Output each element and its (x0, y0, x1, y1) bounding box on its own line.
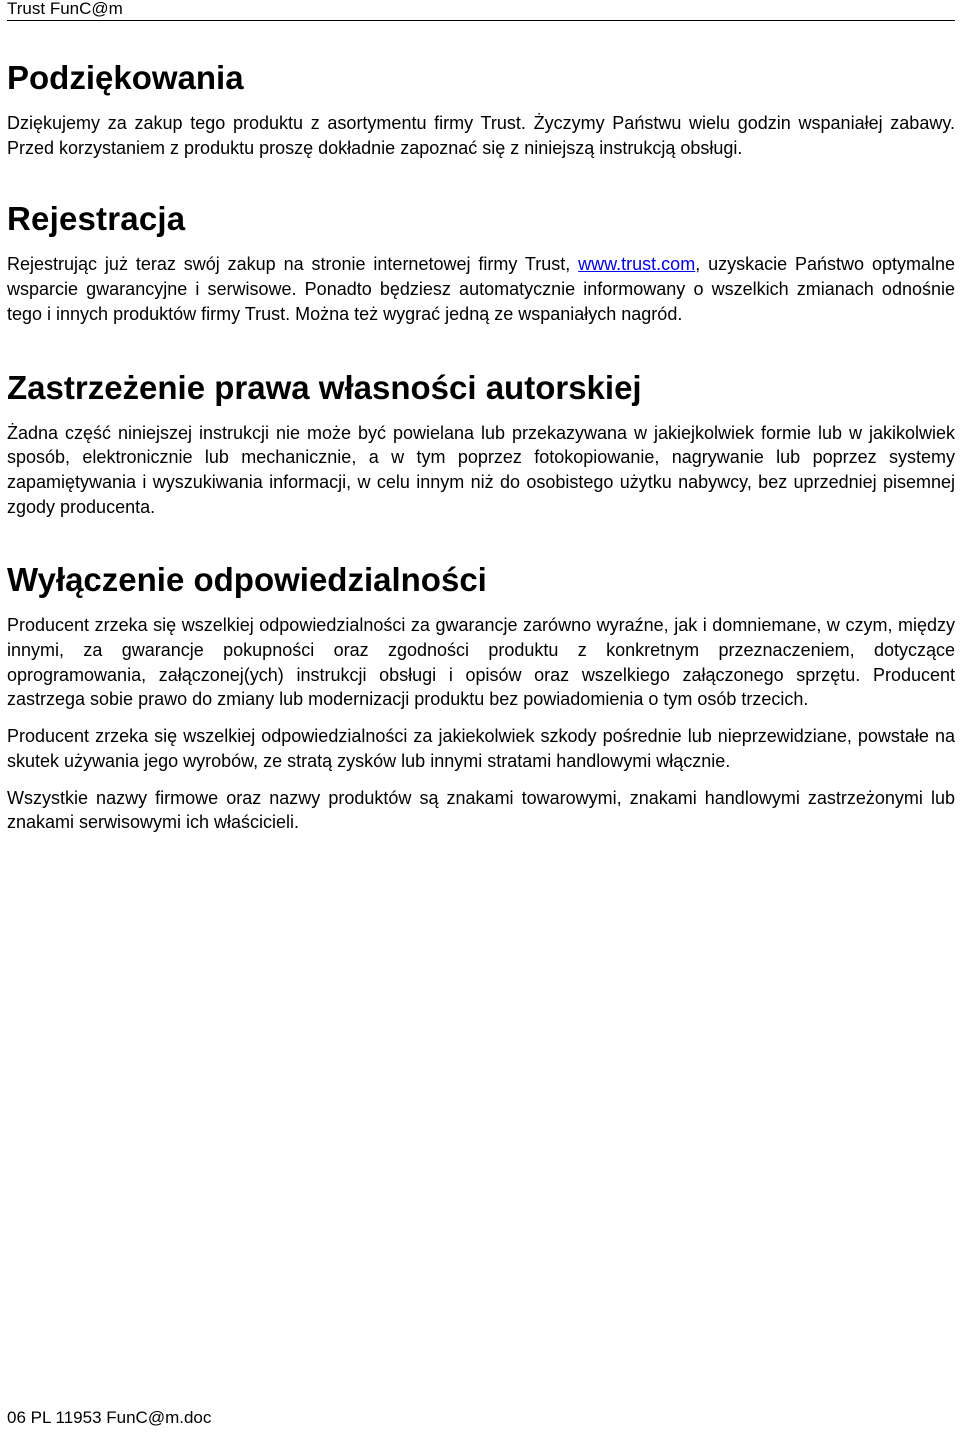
copyright-paragraph: Żadna część niniejszej instrukcji nie może być powielana lub przekazywana w jakiejkolwiek formie lub w jakikolwiek sposób, elektronicznie lub mechanicznie, a w tym poprzez fotokopiowanie, nagrywanie lub poprzez systemy zapamiętywania i wyszukiwania informacji, w celu innym niż do osobistego użytku nabywcy, bez uprzedniej pisemnej zgody producenta. (7, 422, 955, 517)
heading-registration: Rejestracja (7, 200, 186, 238)
running-header: Trust FunC@m (7, 0, 123, 18)
trust-website-link[interactable]: www.trust.com (578, 254, 696, 275)
section-copyright (7, 368, 955, 520)
acknowledgements-paragraph: Dziękujemy za zakup tego produktu z asortymentu firmy Trust. Życzymy Państwu wielu godzin wspaniałej zabawy. Przed korzystaniem z produktu proszę dokładnie zapoznać się z niniejszą instrukcją obsługi. (7, 113, 955, 158)
heading-copyright: Zastrzeżenie prawa własności autorskiej (7, 368, 642, 406)
running-footer: 06 PL 11953 FunC@m.doc (7, 1408, 212, 1427)
disclaimer-paragraph-trademarks: Wszystkie nazwy firmowe oraz nazwy produktów są znakami towarowymi, znakami handlowymi zastrzeżonymi lub znakami serwisowymi ich właścicieli. (7, 787, 955, 833)
registration-text-start: Rejestrując już teraz swój zakup na stronie internetowej firmy Trust, (7, 254, 579, 275)
registration-text-end: , uzyskacie Państwo optymalne wsparcie gwarancyjne i serwisowe. Ponadto będziesz automatycznie informowany o wszelkich zmianach odnośnie tego i innych produktów firmy Trust. Można też wygrać jedną ze wspaniałych nagród. (7, 254, 956, 324)
section-disclaimer (7, 560, 955, 835)
disclaimer-paragraph-warranty: Producent zrzeka się wszelkiej odpowiedzialności za gwarancje zarówno wyraźne, jak i domniemane, w czym, między innymi, za gwarancje pokupności oraz zgodności produktu z konkretnym przeznaczeniem, dotyczące oprogramowania, załączonej(ych) instrukcji obsługi i opisów oraz wszelkiego załączonego sprzętu. Producent zastrzega sobie prawo do zmiany lub modernizacji produktu bez powiadomienia o tym osób trzecich. (7, 615, 955, 710)
document-page (7, 0, 955, 1432)
section-acknowledgements (7, 58, 955, 160)
section-registration (7, 199, 955, 326)
disclaimer-paragraph-damages: Producent zrzeka się wszelkiej odpowiedzialności za jakiekolwiek szkody pośrednie lub nieprzewidziane, powstałe na skutek używania jego wyrobów, ze stratą zysków lub innymi stratami handlowymi włącznie. (7, 726, 955, 771)
header-divider (7, 20, 955, 21)
document-body (7, 58, 955, 835)
heading-disclaimer: Wyłączenie odpowiedzialności (7, 561, 487, 599)
heading-acknowledgements: Podziękowania (7, 59, 244, 96)
registration-paragraph (7, 252, 955, 326)
